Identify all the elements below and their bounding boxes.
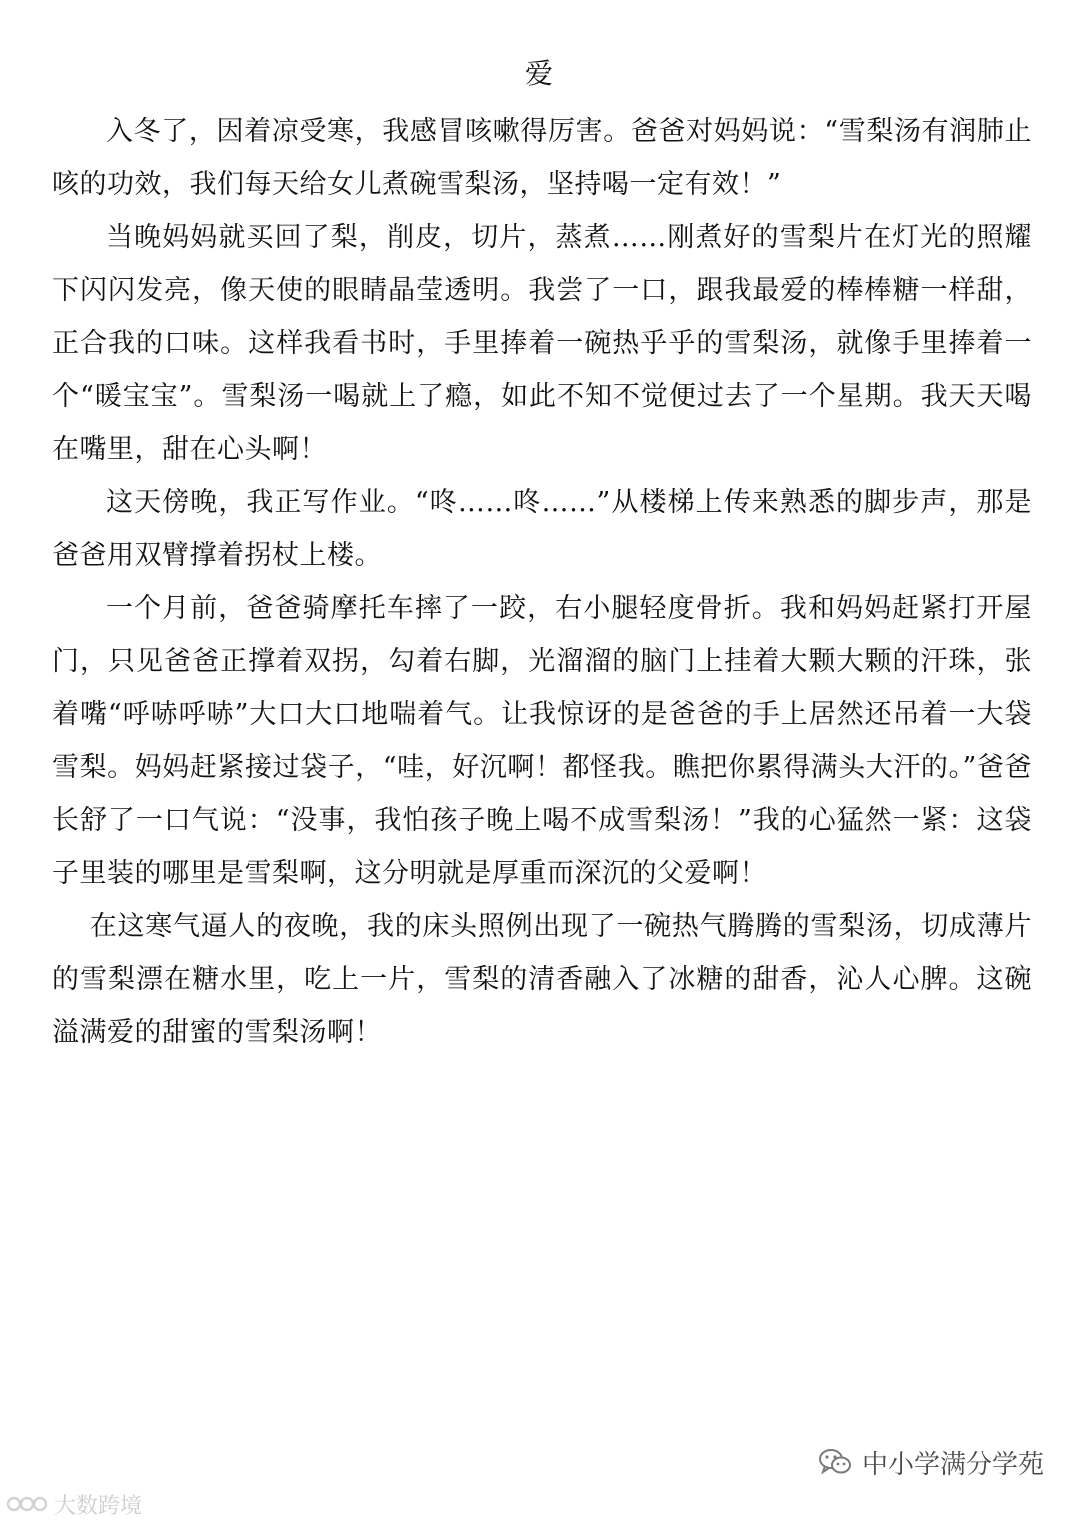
watermark-text: 大数跨境	[54, 1493, 143, 1519]
paragraph: 入冬了，因着凉受寒，我感冒咳嗽得厉害。爸爸对妈妈说：“雪梨汤有润肺止咳的功效，我们每天给女儿煮碗雪梨汤，坚持喝一定有效！”	[52, 116, 1032, 200]
paragraph: 在这寒气逼人的夜晚，我的床头照例出现了一碗热气腾腾的雪梨汤，切成薄片的雪梨漂在糖水里，吃上一片，雪梨的清香融入了冰糖的甜香，沁人心脾。这碗溢满爱的甜蜜的雪梨汤啊！	[52, 911, 1032, 1048]
watermark	[6, 1486, 142, 1522]
account-attribution	[818, 1440, 1044, 1484]
account-name: 中小学满分学苑	[861, 1449, 1044, 1480]
paragraph: 这天傍晚，我正写作业。“咚……咚……”从楼梯上传来熟悉的脚步声，那是爸爸用双臂撑着拐杖上楼。	[52, 487, 1032, 571]
paragraph: 当晚妈妈就买回了梨，削皮，切片，蒸煮……刚煮好的雪梨片在灯光的照耀下闪闪发亮，像天使的眼睛晶莹透明。我尝了一口，跟我最爱的棒棒糖一样甜，正合我的口味。这样我看书时，手里捧着一碗热乎乎的雪梨汤，就像手里捧着一个“暖宝宝”。雪梨汤一喝就上了瘾，如此不知不觉便过去了一个星期。我天天喝在嘴里，甜在心头啊！	[52, 222, 1032, 465]
document-title: 爱	[524, 57, 555, 90]
wechat-icon	[818, 1447, 852, 1477]
paragraph: 一个月前，爸爸骑摩托车摔了一跤，右小腿轻度骨折。我和妈妈赶紧打开屋门，只见爸爸正撑着双拐，勾着右脚，光溜溜的脑门上挂着大颗大颗的汗珠，张着嘴“呼哧呼哧”大口大口地喘着气。让我惊讶的是爸爸的手上居然还吊着一大袋雪梨。妈妈赶紧接过袋子，“哇，好沉啊！都怪我。瞧把你累得满头大汗的。”爸爸长舒了一口气说：“没事，我怕孩子晚上喝不成雪梨汤！”我的心猛然一紧：这袋子里装的哪里是雪梨啊，这分明就是厚重而深沉的父爱啊！	[52, 593, 1032, 889]
document-body	[52, 105, 1032, 1059]
watermark-logo-icon	[6, 1493, 50, 1515]
